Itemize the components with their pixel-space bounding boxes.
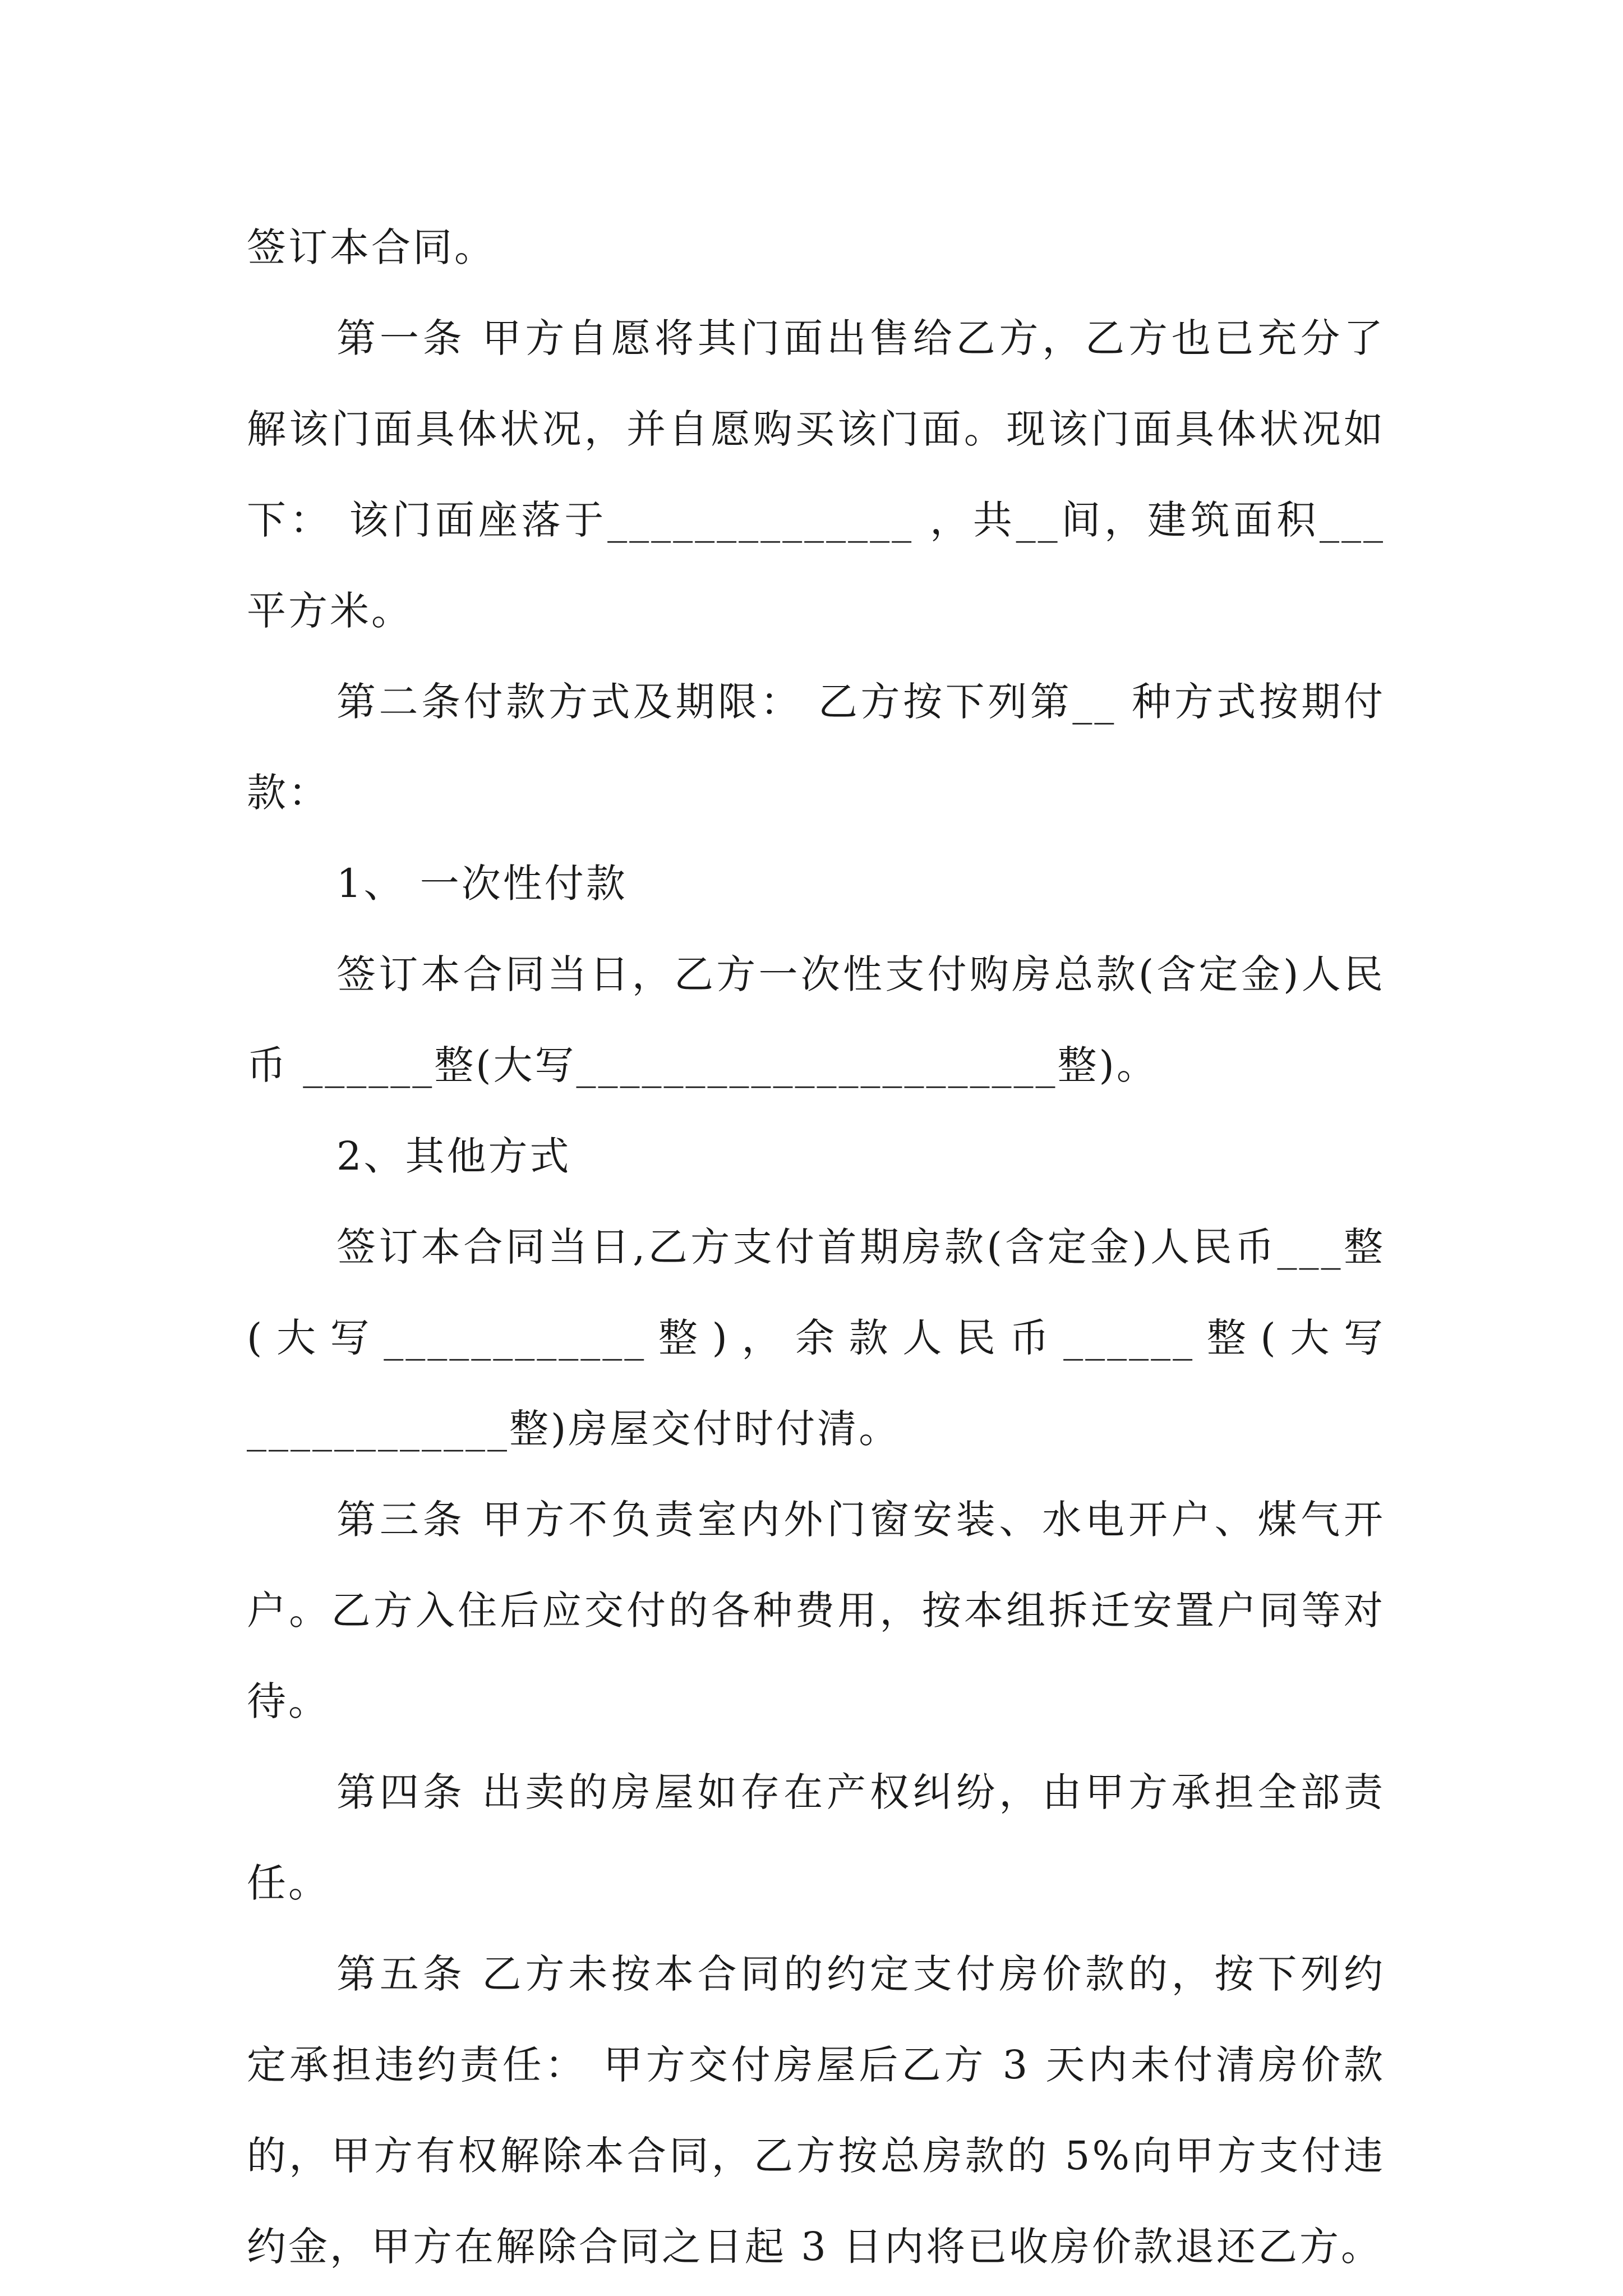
- paragraph-article-2: 第二条付款方式及期限： 乙方按下列第__ 种方式按期付款：: [247, 679, 1385, 816]
- paragraph-option-1-body: 签订本合同当日，乙方一次性支付购房总款(含定金)人民币 ______整(大写______________________整)。: [247, 951, 1385, 1088]
- paragraph-article-3: 第三条 甲方不负责室内外门窗安装、水电开户、煤气开户。乙方入住后应交付的各种费用，按本组拆迁安置户同等对待。: [247, 1497, 1385, 1724]
- contract-body: [247, 202, 1385, 2292]
- paragraph-option-2-title: 2、其他方式: [336, 1133, 571, 1179]
- paragraph-article-5: 第五条 乙方未按本合同的约定支付房价款的，按下列约定承担违约责任： 甲方交付房屋后乙方 3 天内未付清房价款的，甲方有权解除本合同，乙方按总房款的 5%向甲方支付违约金，甲方在解除合同之日起 3 日内将已收房价款退还乙方。: [247, 1951, 1385, 2270]
- paragraph-article-4: 第四条 出卖的房屋如存在产权纠纷，由甲方承担全部责任。: [247, 1769, 1385, 1906]
- paragraph-signing-note: 签订本合同。: [247, 224, 496, 270]
- paragraph-article-1: 第一条 甲方自愿将其门面出售给乙方，乙方也已充分了解该门面具体状况，并自愿购买该门面。现该门面具体状况如下： 该门面座落于______________ ，共__间，建筑面积___平方米。: [247, 315, 1385, 634]
- paragraph-option-2-body: 签订本合同当日,乙方支付首期房款(含定金)人民币___整(大写____________整)，余款人民币______整(大写____________整)房屋交付时付清。: [247, 1224, 1385, 1452]
- paragraph-option-1-title: 1、 一次性付款: [336, 861, 628, 907]
